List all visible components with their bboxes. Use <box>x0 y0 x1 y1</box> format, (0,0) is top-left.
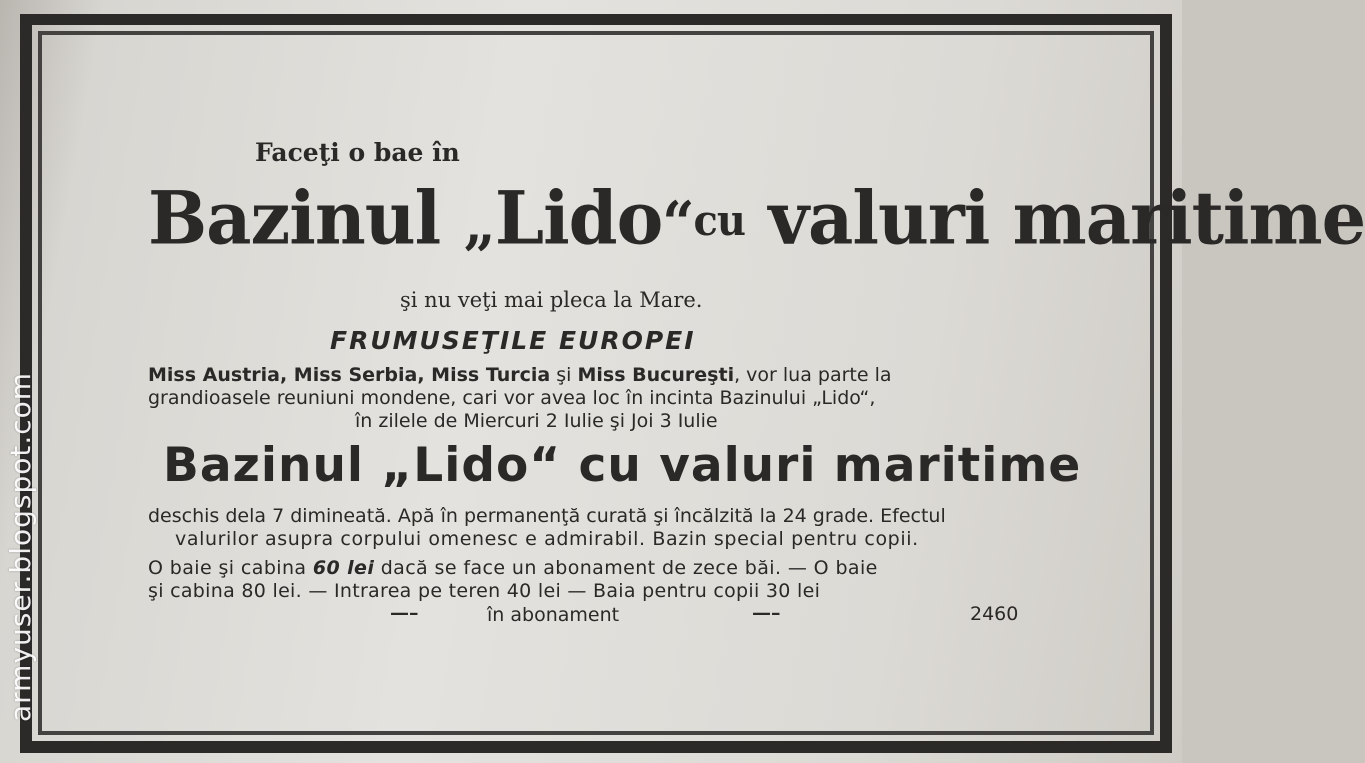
ad-dash-right: —– <box>752 602 781 624</box>
ad-line-3: în zilele de Miercuri 2 Iulie şi Joi 3 Iulie <box>355 410 718 432</box>
ad-paragraph-2: valurilor asupra corpului omenesc e admirabil. Bazin special pentru copii. <box>175 528 919 550</box>
ad-beauties-heading: FRUMUSEŢILE EUROPEI <box>330 326 696 355</box>
ad-subline: şi nu veţi mai pleca la Mare. <box>400 288 703 312</box>
headline-lido: Lido <box>494 174 663 262</box>
ad-paragraph-1: deschis dela 7 dimineată. Apă în permanenţă curată şi încălzită la 24 grade. Efectul <box>148 505 946 527</box>
ad-paragraph-5: în abonament <box>487 604 620 626</box>
headline-open-quote: „ <box>463 188 495 258</box>
ad-line-2: grandioasele reuniuni mondene, cari vor avea loc în incinta Bazinului „Lido“, <box>148 387 876 409</box>
headline-cu: cu <box>693 196 745 246</box>
ad-reference-number: 2460 <box>970 603 1019 625</box>
ad-price-line <box>148 557 878 579</box>
misses-names-1: Miss Austria, Miss Serbia, Miss Turcia <box>148 364 551 386</box>
price-before: O baie şi cabina <box>148 557 313 579</box>
misses-names-2: Miss Bucureşti <box>577 364 735 386</box>
headline-close-quote: “ <box>662 188 694 258</box>
headline-rest: valuri maritime <box>768 174 1365 262</box>
blog-watermark: armyuser.blogspot.com <box>4 371 37 722</box>
misses-and: şi <box>550 364 578 386</box>
headline-name: Bazinul <box>148 174 441 262</box>
price-bold: 60 lei <box>312 557 375 579</box>
ad-dash-left: —– <box>390 602 419 624</box>
misses-rest: , vor lua parte la <box>734 364 892 386</box>
price-after: dacă se face un abonament de zece băi. — O baie <box>374 557 878 579</box>
ad-misses-line <box>148 364 892 386</box>
ad-intro: Faceţi o bae în <box>255 138 460 167</box>
ad-paragraph-4: şi cabina 80 lei. — Intrarea pe teren 40 lei — Baia pentru copii 30 lei <box>148 580 821 602</box>
ad-headline <box>148 174 1365 262</box>
ad-second-headline: Bazinul „Lido“ cu valuri maritime <box>163 438 1082 493</box>
